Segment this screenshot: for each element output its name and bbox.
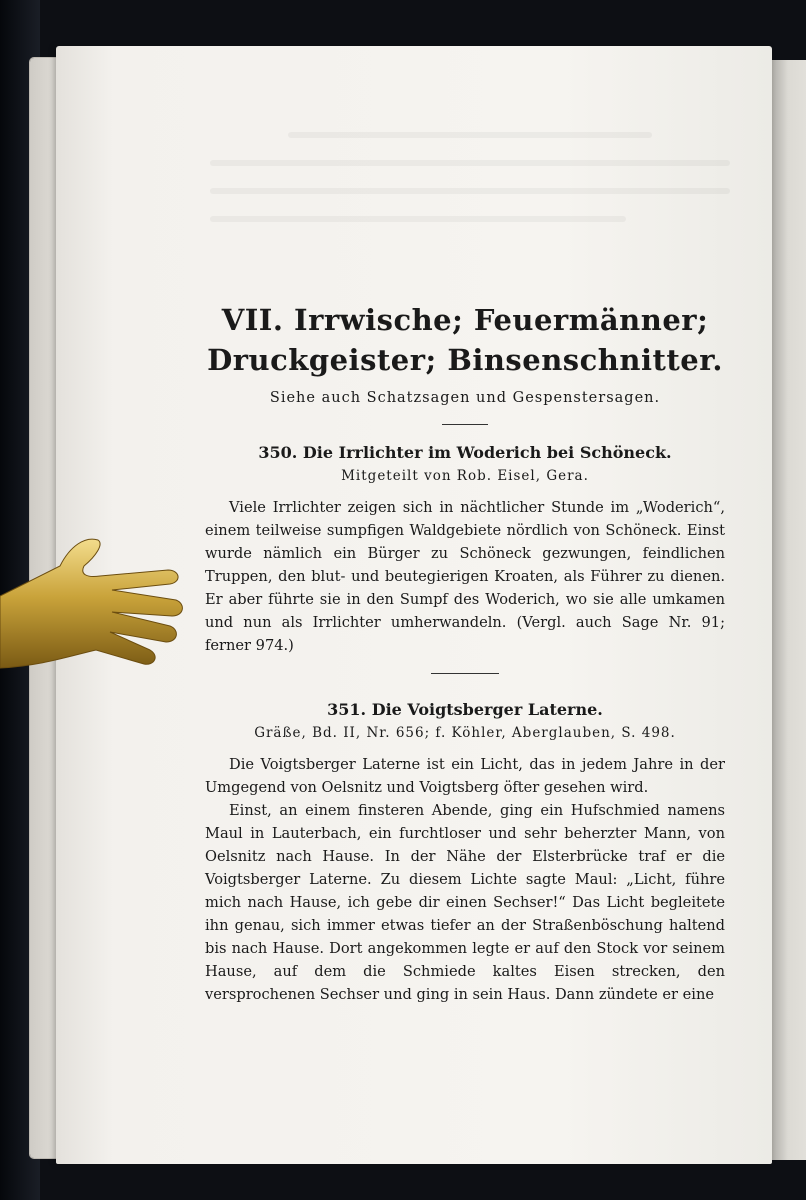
section-350-source: Mitgeteilt von Rob. Eisel, Gera.: [341, 468, 589, 484]
facing-page-edge: [770, 60, 806, 1160]
section-350-paragraph: Viele Irrlichter zeigen sich in nächtlicher Stunde im „Woderich“, einem teilweise sumpfigen Waldgebiete nördlich von Schöneck. Einst wurde nämlich ein Bürger zu Schöneck gezwungen, feindlichen Truppen, den blut- und beutegierigen Kroaten, als Führer zu dienen. Er aber führte sie in den Sumpf des Woderich, wo sie alle umkamen und nun als Irrlichter umherwandeln. (Vergl. auch Sage Nr. 91; ferner 974.): [205, 499, 725, 654]
section-351-paragraph-1: Die Voigtsberger Laterne ist ein Licht, das in jedem Jahre in der Umgegend von Oelsnitz und Voigtsberg öfter gesehen wird.: [205, 756, 725, 796]
brass-hand-bookmark-icon: [0, 526, 190, 696]
page-text: [205, 300, 725, 1006]
divider: [442, 424, 488, 425]
section-351-paragraph-2: Einst, an einem finsteren Abende, ging ein Hufschmied namens Maul in Lauterbach, ein furchtloser und sehr beherzter Mann, von Oelsnitz nach Hause. In der Nähe der Elsterbrücke traf er die Voigtsberger Laterne. Zu diesem Lichte sagte Maul: „Licht, führe mich nach Hause, ich gebe dir einen Sechser!“ Das Licht begleitete ihn genau, sich immer etwas tiefer an der Straßenböschung haltend bis nach Hause. Dort angekommen legte er auf den Stock vor seinem Hause, auf dem die Schmiede kaltes Eisen strecken, den versprochenen Sechser und ging in sein Haus. Dann zündete er eine: [205, 802, 725, 1003]
chapter-title: [205, 300, 725, 380]
chapter-subtitle: Siehe auch Schatzsagen und Gespenstersagen.: [269, 390, 661, 406]
chapter-title-line1: VII. Irrwische; Feuermänner;: [221, 303, 709, 337]
divider: [431, 673, 499, 674]
section-351-source: Gräße, Bd. II, Nr. 656; f. Köhler, Aberglauben, S. 498.: [254, 725, 676, 741]
show-through-text: [210, 110, 730, 280]
chapter-title-line2: Druckgeister; Binsenschnitter.: [207, 343, 723, 377]
section-350-title: 350. Die Irrlichter im Woderich bei Schöneck.: [258, 443, 672, 462]
section-351-title: 351. Die Voigtsberger Laterne.: [327, 700, 603, 719]
